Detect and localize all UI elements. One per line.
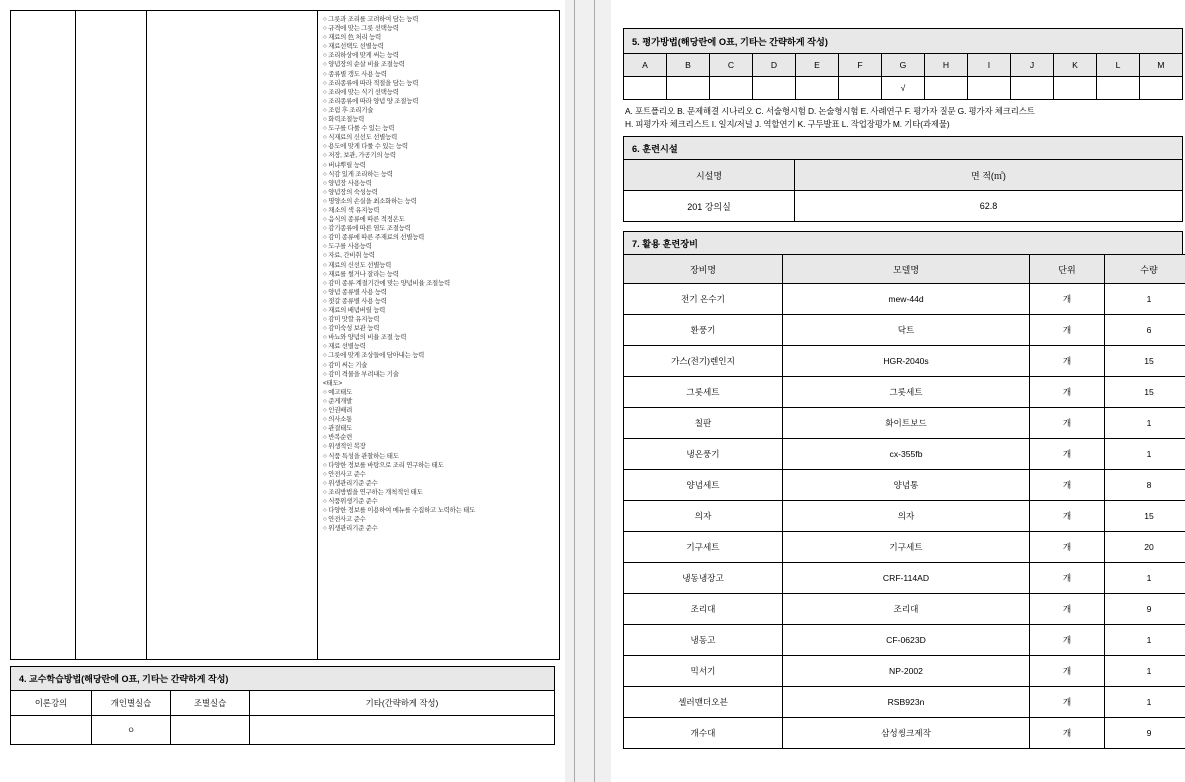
header-equipment-qty: 수량 — [1105, 255, 1185, 284]
header-group-practice: 조별실습 — [171, 691, 250, 716]
eval-mark-e[interactable] — [796, 77, 839, 100]
header-eval-g: G — [882, 54, 925, 77]
equipment-qty: 1 — [1105, 625, 1185, 656]
table-row — [11, 11, 560, 660]
header-eval-l: L — [1097, 54, 1140, 77]
equipment-name: 기구세트 — [624, 532, 783, 563]
competency-item: ○ 버냐뿌릴 능력 — [323, 161, 366, 169]
competency-item: ○ 감미숙성 보관 능력 — [323, 325, 380, 333]
competency-item: ○ 그릇과 조리를 고려하여 담는 능력 — [323, 16, 419, 23]
competency-item: ○ 재료의 신선도 선별능력 — [323, 261, 392, 269]
eval-mark-l[interactable] — [1097, 77, 1140, 100]
header-etc: 기타(간략하게 작성) — [250, 691, 555, 716]
competency-item: ○ 양념장의 숙성능력 — [323, 188, 378, 196]
equipment-name: 의자 — [624, 501, 783, 532]
equipment-qty: 6 — [1105, 315, 1185, 346]
value-theory[interactable] — [11, 716, 92, 745]
section-4 — [10, 666, 555, 745]
eval-mark-a[interactable] — [624, 77, 667, 100]
equipment-model: CRF-114AD — [783, 563, 1030, 594]
eval-mark-k[interactable] — [1054, 77, 1097, 100]
equipment-model: 화이트보드 — [783, 408, 1030, 439]
equipment-unit: 개 — [1030, 408, 1105, 439]
equipment-qty: 15 — [1105, 346, 1185, 377]
equipment-name: 가스(전기)렌인지 — [624, 346, 783, 377]
cell-col-a — [11, 11, 76, 660]
cell-col-b — [76, 11, 147, 660]
header-individual-practice: 개인별실습 — [92, 691, 171, 716]
section-5-title: 5. 평가방법(해당란에 O표, 기타는 간략하게 작성) — [623, 28, 1183, 54]
table-row — [624, 377, 1185, 408]
header-eval-a: A — [624, 54, 667, 77]
competency-item: ○ 예고태도 — [323, 388, 353, 396]
competency-item: ○ 조리종류에 따라 적절을 담는 능력 — [323, 79, 419, 87]
table-row — [624, 563, 1185, 594]
equipment-model: 삼성씽크제작 — [783, 718, 1030, 749]
table-header-row — [624, 54, 1183, 77]
competency-item: ○ 도구를 다룰 수 있는 능력 — [323, 125, 395, 133]
equipment-unit: 개 — [1030, 470, 1105, 501]
equipment-name: 냉동고 — [624, 625, 783, 656]
table-row — [11, 716, 555, 745]
competency-item: ○ 조리하상에 맞게 써는 능력 — [323, 52, 399, 60]
competency-item: ○ 위생관리기준 준수 — [323, 525, 378, 533]
equipment-qty: 1 — [1105, 687, 1185, 718]
competency-item: ○ 조리에 맞는 식기 선택능력 — [323, 88, 399, 96]
header-eval-j: J — [1011, 54, 1054, 77]
competency-item: ○ 위생관리기준 준수 — [323, 479, 378, 487]
competency-item: ○ 재료의 色 처리 능력 — [323, 34, 381, 42]
competency-item: ○ 명양소의 손실을 최소화하는 능력 — [323, 197, 417, 205]
competency-item: ○ 음식의 종류에 따른 적정온도 — [323, 216, 405, 224]
competency-item: ○ 식감 있게 조리하는 능력 — [323, 170, 393, 178]
eval-mark-j[interactable] — [1011, 77, 1054, 100]
equipment-table — [623, 254, 1185, 749]
equipment-unit: 개 — [1030, 439, 1105, 470]
equipment-unit: 개 — [1030, 377, 1105, 408]
competency-item: ○ 준게개발 — [323, 397, 353, 405]
competency-item: ○ 젓갈 종류별 사용 능력 — [323, 297, 387, 305]
competency-item: ○ 다양한 정보를 이용하여 메뉴를 수집하고 노력하는 태도 — [323, 507, 476, 515]
header-eval-f: F — [839, 54, 882, 77]
left-document-page — [0, 0, 565, 782]
table-header-row — [11, 691, 555, 716]
header-eval-k: K — [1054, 54, 1097, 77]
section-4-title: 4. 교수학습방법(해당란에 O표, 기타는 간략하게 작성) — [10, 666, 555, 691]
competency-item: ○ 의사소통 — [323, 416, 353, 424]
competency-item: ○ 조림 후 조리기술 — [323, 106, 374, 114]
table-row — [624, 594, 1185, 625]
equipment-qty: 9 — [1105, 594, 1185, 625]
eval-mark-h[interactable] — [925, 77, 968, 100]
equipment-unit: 개 — [1030, 563, 1105, 594]
page-gutter — [565, 0, 611, 782]
competency-item: ○ 재료의 배념버릴 능력 — [323, 307, 386, 314]
eval-mark-c[interactable] — [710, 77, 753, 100]
facility-table — [623, 159, 1183, 222]
table-row — [624, 532, 1185, 563]
competency-item: ○ 반복순련 — [323, 434, 353, 442]
table-row — [624, 625, 1185, 656]
header-equipment-name: 장비명 — [624, 255, 783, 284]
competency-item: ○ 감기종류에 따른 염도 조절능력 — [323, 225, 411, 233]
eval-mark-m[interactable] — [1140, 77, 1183, 100]
page-edge-right — [594, 0, 595, 782]
competency-item: ○ 재료를 썰거나 잘라는 능력 — [323, 270, 399, 278]
equipment-unit: 개 — [1030, 284, 1105, 315]
right-document-page — [611, 0, 1185, 782]
competency-item: ○ 규격에 맞는 그릇 선택능력 — [323, 25, 399, 33]
eval-mark-f[interactable] — [839, 77, 882, 100]
equipment-qty: 8 — [1105, 470, 1185, 501]
competency-item: ○ 안전사고 준수 — [323, 470, 366, 478]
equipment-model: RSB923n — [783, 687, 1030, 718]
equipment-qty: 1 — [1105, 656, 1185, 687]
competency-item: ○ 감미 격물을 부려내는 기술 — [323, 370, 399, 378]
equipment-unit: 개 — [1030, 656, 1105, 687]
competency-item: ○ 저장, 보관, 가공기의 능력 — [323, 152, 396, 160]
competency-item: ○ 인권배려 — [323, 407, 353, 415]
competency-item: ○ 화력조절능력 — [323, 116, 365, 124]
value-etc[interactable] — [250, 716, 555, 745]
competency-item: ○ 식품위생기준 준수 — [323, 497, 378, 505]
competency-item: ○ 감미 써는 기술 — [323, 361, 368, 369]
equipment-name: 셀러맨더오븐 — [624, 687, 783, 718]
equipment-model: 조리대 — [783, 594, 1030, 625]
facility-name: 201 강의실 — [624, 191, 795, 222]
equipment-name: 믹서기 — [624, 656, 783, 687]
cell-competency-list — [318, 11, 560, 660]
eval-mark-g[interactable]: √ — [882, 77, 925, 100]
equipment-name: 조리대 — [624, 594, 783, 625]
equipment-qty: 1 — [1105, 284, 1185, 315]
evaluation-legend — [623, 100, 1183, 136]
equipment-unit: 개 — [1030, 625, 1105, 656]
header-eval-b: B — [667, 54, 710, 77]
table-header-row — [624, 160, 1183, 191]
eval-mark-d[interactable] — [753, 77, 796, 100]
equipment-model: CF-0623D — [783, 625, 1030, 656]
competency-item: ○ 재료 선별능력 — [323, 343, 366, 351]
value-group-practice[interactable] — [171, 716, 250, 745]
section-7-title: 7. 활용 훈련장비 — [623, 231, 1183, 255]
header-equipment-unit: 단위 — [1030, 255, 1105, 284]
equipment-qty: 1 — [1105, 408, 1185, 439]
competency-item: ○ 식재료의 신선도 선별능력 — [323, 134, 398, 142]
header-eval-m: M — [1140, 54, 1183, 77]
table-row — [624, 439, 1185, 470]
equipment-qty: 15 — [1105, 377, 1185, 408]
table-row — [624, 470, 1185, 501]
equipment-model: NP-2002 — [783, 656, 1030, 687]
competency-item: ○ 도구를 사용능력 — [323, 243, 372, 251]
section-6-title: 6. 훈련시설 — [623, 136, 1183, 160]
competency-item: ○ 다양한 정보를 바탕으로 조리 연구하는 태도 — [323, 461, 444, 469]
equipment-unit: 개 — [1030, 501, 1105, 532]
equipment-qty: 1 — [1105, 439, 1185, 470]
equipment-qty: 20 — [1105, 532, 1185, 563]
equipment-qty: 15 — [1105, 501, 1185, 532]
page-edge-left — [574, 0, 575, 782]
equipment-model: 그롯세트 — [783, 377, 1030, 408]
value-individual-practice[interactable]: ㅇ — [92, 716, 171, 745]
facility-area: 62.8 — [795, 191, 1183, 222]
table-row — [624, 718, 1185, 749]
equipment-name: 개수대 — [624, 718, 783, 749]
header-eval-d: D — [753, 54, 796, 77]
equipment-qty: 9 — [1105, 718, 1185, 749]
header-eval-i: I — [968, 54, 1011, 77]
equipment-unit: 개 — [1030, 687, 1105, 718]
table-row — [624, 687, 1185, 718]
competency-item: ○ 조리방법을 연구하는 개척적인 태도 — [323, 488, 423, 496]
equipment-name: 냉동냉장고 — [624, 563, 783, 594]
equipment-model: 양념통 — [783, 470, 1030, 501]
eval-mark-i[interactable] — [968, 77, 1011, 100]
competency-item: ○ 채소의 색 유지능력 — [323, 206, 380, 214]
competency-table — [10, 10, 560, 660]
cell-col-c — [147, 11, 318, 660]
competency-item: ○ 용도에 맞게 다룰 수 있는 능력 — [323, 143, 408, 151]
table-header-row — [624, 255, 1185, 284]
legend-line-2: H. 피평가자 체크리스트 I. 일지/저널 J. 역할연기 K. 구두발표 L. 작업장평가 M. 기타(과제물) — [625, 118, 950, 129]
header-equipment-model: 모델명 — [783, 255, 1030, 284]
table-row — [624, 656, 1185, 687]
competency-item: ○ 감미 종류에 따른 주재료의 선별능력 — [323, 234, 425, 242]
competency-item: ○ 그릇에 맞게 조상들에 담아내는 능력 — [323, 352, 425, 360]
header-eval-e: E — [796, 54, 839, 77]
equipment-name: 양념세트 — [624, 470, 783, 501]
table-row — [624, 284, 1185, 315]
header-theory: 이론강의 — [11, 691, 92, 716]
evaluation-method-table — [623, 53, 1183, 100]
equipment-model: 닥트 — [783, 315, 1030, 346]
competency-item: ○ 위생적인 복장 — [323, 443, 366, 451]
table-row — [624, 346, 1185, 377]
competency-item: ○ 안전사고 준수 — [323, 516, 366, 524]
equipment-unit: 개 — [1030, 532, 1105, 563]
competency-item: ○ 양념장 사용능력 — [323, 179, 372, 187]
equipment-unit: 개 — [1030, 594, 1105, 625]
header-facility-area: 면 적(㎡) — [795, 160, 1183, 191]
equipment-unit: 개 — [1030, 718, 1105, 749]
equipment-name: 그롯세트 — [624, 377, 783, 408]
legend-line-1: A. 포트폴리오 B. 문제해결 시나리오 C. 서술형시험 D. 논술형시험 E. 사례연구 F. 평가자 질문 G. 평가자 체크리스트 — [625, 106, 1035, 116]
table-row — [624, 501, 1185, 532]
teaching-method-table — [10, 690, 555, 745]
table-row — [624, 191, 1183, 222]
table-row — [624, 408, 1185, 439]
competency-item: ○ 조리종류에 따라 양념 양 조절능력 — [323, 97, 419, 105]
equipment-name: 환풍기 — [624, 315, 783, 346]
competency-item: <태도> — [323, 379, 343, 387]
equipment-model: 의자 — [783, 501, 1030, 532]
competency-item: ○ 양념 종류별 사용 능력 — [323, 288, 387, 296]
equipment-unit: 개 — [1030, 346, 1105, 377]
competency-item: ○ 감미 맛깔 유지능력 — [323, 316, 380, 324]
competency-item: ○ 감미 종류·계절기간에 맞는 양념비율 조절능력 — [323, 279, 450, 287]
competency-item: ○ 종류별 갱도 사용 능력 — [323, 70, 387, 78]
equipment-unit: 개 — [1030, 315, 1105, 346]
eval-mark-b[interactable] — [667, 77, 710, 100]
header-eval-c: C — [710, 54, 753, 77]
equipment-name: 냉온풍기 — [624, 439, 783, 470]
competency-item: ○ 바뇨와 양념의 비율 조절 능력 — [323, 334, 407, 342]
equipment-model: cx-355fb — [783, 439, 1030, 470]
competency-item: ○ 식품 특성을 관찰하는 태도 — [323, 452, 399, 460]
competency-item: ○ 양념장의 순살 비율 조절능력 — [323, 61, 405, 69]
competency-item: ○ 관결태도 — [323, 425, 353, 433]
equipment-model: mew-44d — [783, 284, 1030, 315]
competency-item: ○ 자료, 간비취 능력 — [323, 252, 375, 260]
equipment-name: 전기 온수기 — [624, 284, 783, 315]
header-facility-name: 시설명 — [624, 160, 795, 191]
header-eval-h: H — [925, 54, 968, 77]
equipment-qty: 1 — [1105, 563, 1185, 594]
table-row — [624, 77, 1183, 100]
equipment-model: HGR-2040s — [783, 346, 1030, 377]
competency-item-list — [318, 11, 559, 537]
table-row — [624, 315, 1185, 346]
equipment-model: 기구세트 — [783, 532, 1030, 563]
competency-item: ○ 재료선택도 선별능력 — [323, 43, 384, 51]
equipment-name: 칠판 — [624, 408, 783, 439]
